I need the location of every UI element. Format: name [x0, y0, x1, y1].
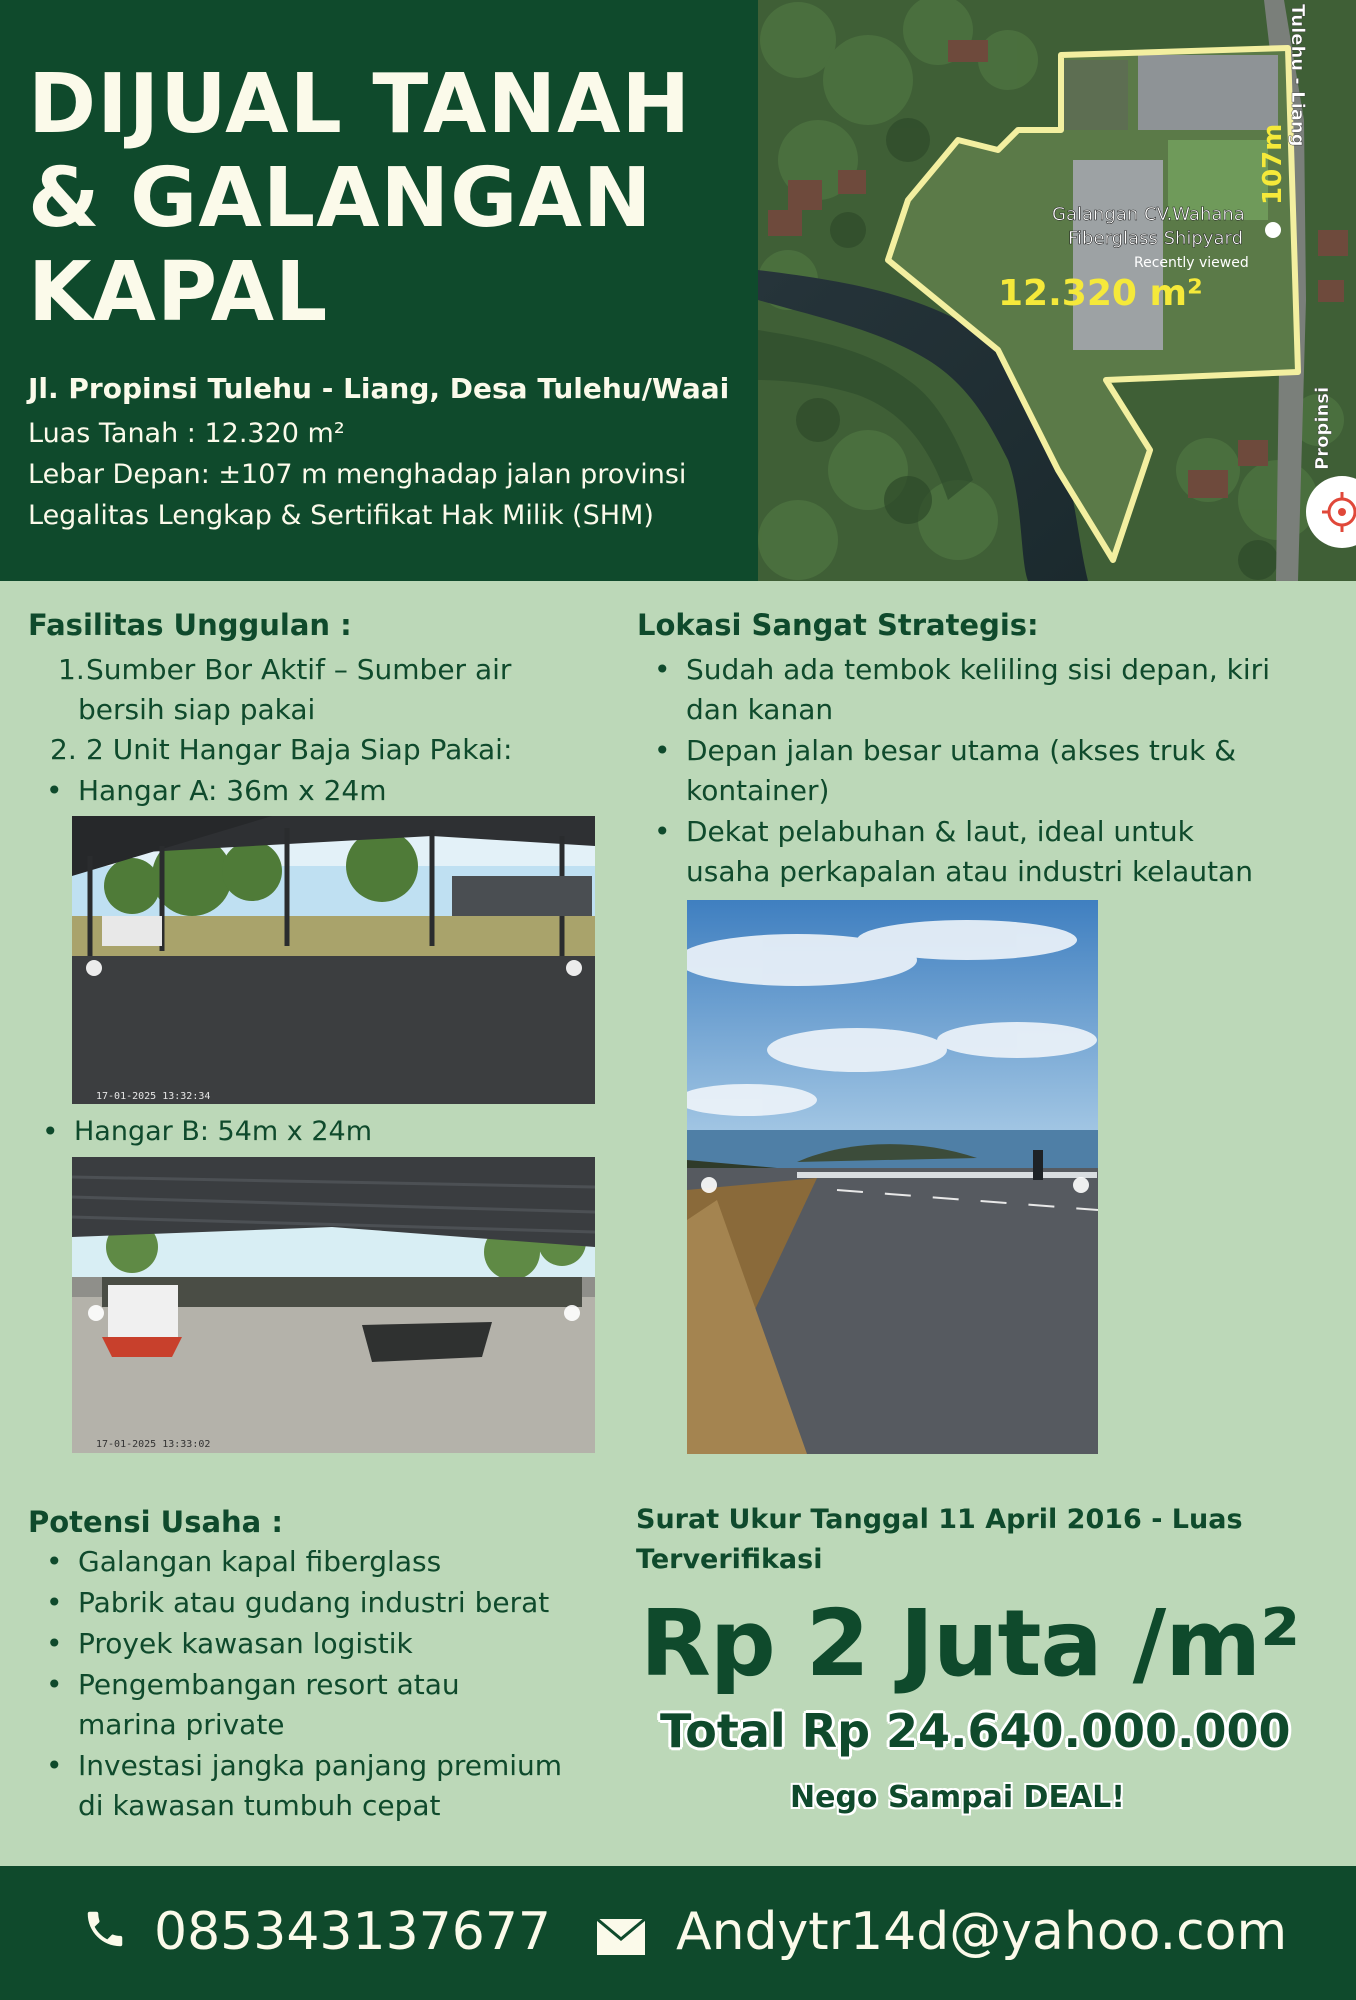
potential-item-5	[78, 1746, 562, 1826]
facilities-title: Fasilitas Unggulan :	[28, 608, 352, 642]
phone-number[interactable]: 085343137677	[154, 1902, 552, 1962]
facility-2-number: 2.	[50, 733, 77, 766]
location-item-3	[686, 812, 1336, 892]
page-title	[28, 58, 758, 340]
satellite-map[interactable]	[758, 0, 1356, 581]
map-road-label-top: Tulehu - Liang	[1287, 4, 1308, 147]
potential-item-5-line-1: • Investasi jangka panjang premium	[78, 1749, 563, 1782]
location-item-1-line-2: dan kanan	[686, 693, 834, 726]
hangar-a-label: • Hangar A: 36m x 24m	[78, 771, 386, 811]
title-line-3: KAPAL	[28, 245, 329, 340]
location-item-1	[686, 650, 1326, 730]
location-item-2-line-1: • Depan jalan besar utama (akses truk &	[686, 734, 1237, 767]
map-place-name-2: Fiberglass Shipyard	[1068, 228, 1244, 249]
map-width-label: 107m	[1258, 123, 1288, 205]
negotiable-note: Nego Sampai DEAL!	[790, 1780, 1125, 1815]
potential-item-4-line-2: marina private	[78, 1708, 285, 1741]
phone-icon	[82, 1906, 128, 1952]
potential-item-1: • Galangan kapal fiberglass	[78, 1542, 441, 1582]
title-line-2: & GALANGAN	[28, 151, 653, 246]
facility-1-line-1: Sumber Bor Aktif – Sumber air	[86, 653, 512, 686]
map-road-label-side: Propinsi	[1312, 386, 1333, 470]
header-banner	[0, 0, 1356, 581]
hangar-b-photo	[72, 1157, 595, 1453]
title-line-1: DIJUAL TANAH	[28, 57, 692, 152]
frontage-info: Lebar Depan: ±107 m menghadap jalan provinsi	[28, 459, 687, 490]
facility-2-text: 2 Unit Hangar Baja Siap Pakai:	[86, 733, 513, 766]
roadside-photo	[687, 900, 1098, 1454]
location-item-2	[686, 731, 1326, 811]
map-area-label: 12.320 m²	[998, 273, 1203, 314]
location-item-1-line-1: • Sudah ada tembok keliling sisi depan, kiri	[686, 653, 1270, 686]
location-item-2-line-2: kontainer)	[686, 774, 830, 807]
price-per-m2: Rp 2 Juta /m²	[640, 1590, 1300, 1697]
legal-info: Legalitas Lengkap & Sertifikat Hak Milik (SHM)	[28, 500, 654, 531]
potential-item-5-line-2: di kawasan tumbuh cepat	[78, 1789, 441, 1822]
facility-1-number: 1.	[58, 653, 85, 686]
potential-item-4	[78, 1665, 460, 1745]
hangar-b-label: • Hangar B: 54m x 24m	[74, 1112, 372, 1152]
location-item-3-line-1: • Dekat pelabuhan & laut, ideal untuk	[686, 815, 1194, 848]
hangar-b-timestamp: 17-01-2025 13:33:02	[96, 1439, 211, 1450]
location-title: Lokasi Sangat Strategis:	[637, 608, 1039, 642]
contact-footer	[0, 1866, 1356, 2000]
potential-item-4-line-1: • Pengembangan resort atau	[78, 1668, 460, 1701]
hangar-a-timestamp: 17-01-2025 13:32:34	[96, 1091, 211, 1102]
land-area-info: Luas Tanah : 12.320 m²	[28, 418, 345, 449]
potential-item-2: • Pabrik atau gudang industri berat	[78, 1583, 549, 1623]
total-price: Total Rp 24.640.000.000	[660, 1704, 1291, 1758]
mail-icon	[596, 1918, 646, 1956]
location-item-3-line-2: usaha perkapalan atau industri kelautan	[686, 855, 1253, 888]
map-place-name-1: Galangan CV.Wahana	[1052, 204, 1245, 225]
hangar-a-photo	[72, 816, 595, 1104]
map-place-note: Recently viewed	[1134, 255, 1249, 271]
facility-1-line-2: bersih siap pakai	[78, 693, 316, 726]
email-address[interactable]: Andytr14d@yahoo.com	[676, 1902, 1288, 1962]
potential-title: Potensi Usaha :	[28, 1505, 283, 1539]
potential-item-3: • Proyek kawasan logistik	[78, 1624, 413, 1664]
property-address: Jl. Propinsi Tulehu - Liang, Desa Tulehu/Waai	[28, 372, 730, 405]
survey-note: Surat Ukur Tanggal 11 April 2016 - Luas Terverifikasi	[636, 1504, 1243, 1575]
